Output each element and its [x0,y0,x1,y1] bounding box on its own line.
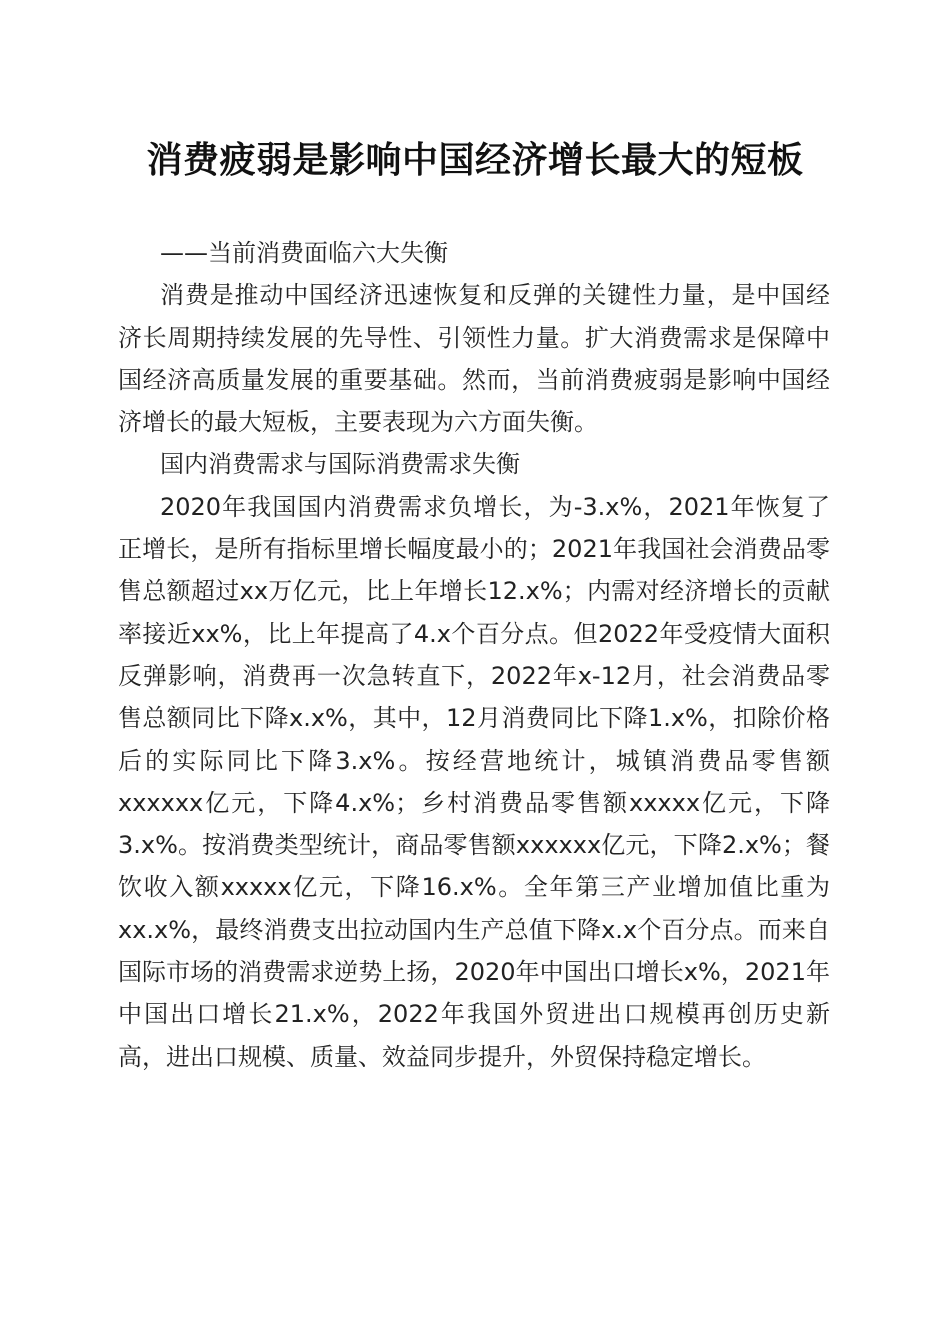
section-paragraph: 2020年我国国内消费需求负增长，为-3.x%，2021年恢复了正增长，是所有指标里增长幅度最小的；2021年我国社会消费品零售总额超过xx万亿元，比上年增长12.x%；内需对经济增长的贡献率接近xx%，比上年提高了4.x个百分点。但2022年受疫情大面积反弹影响，消费再一次急转直下，2022年x-12月，社会消费品零售总额同比下降x.x%，其中，12月消费同比下降1.x%，扣除价格后的实际同比下降3.x%。按经营地统计，城镇消费品零售额xxxxxx亿元，下降4.x%；乡村消费品零售额xxxxx亿元，下降3.x%。按消费类型统计，商品零售额xxxxxx亿元，下降2.x%；餐饮收入额xxxxx亿元，下降16.x%。全年第三产业增加值比重为xx.x%，最终消费支出拉动国内生产总值下降x.x个百分点。而来自国际市场的消费需求逆势上扬，2020年中国出口增长x%，2021年中国出口增长21.x%，2022年我国外贸进出口规模再创历史新高，进出口规模、质量、效益同步提升，外贸保持稳定增长。 [118,492,830,1071]
document-title: 消费疲弱是影响中国经济增长最大的短板 [146,139,804,181]
intro-paragraph: 消费是推动中国经济迅速恢复和反弹的关键性力量，是中国经济长周期持续发展的先导性、引领性力量。扩大消费需求是保障中国经济高质量发展的重要基础。然而，当前消费疲弱是影响中国经济增长的最大短板，主要表现为六方面失衡。 [118,281,830,437]
section-heading: 国内消费需求与国际消费需求失衡 [160,450,520,479]
document-body [118,232,830,1078]
document-subtitle: ——当前消费面临六大失衡 [160,239,448,267]
